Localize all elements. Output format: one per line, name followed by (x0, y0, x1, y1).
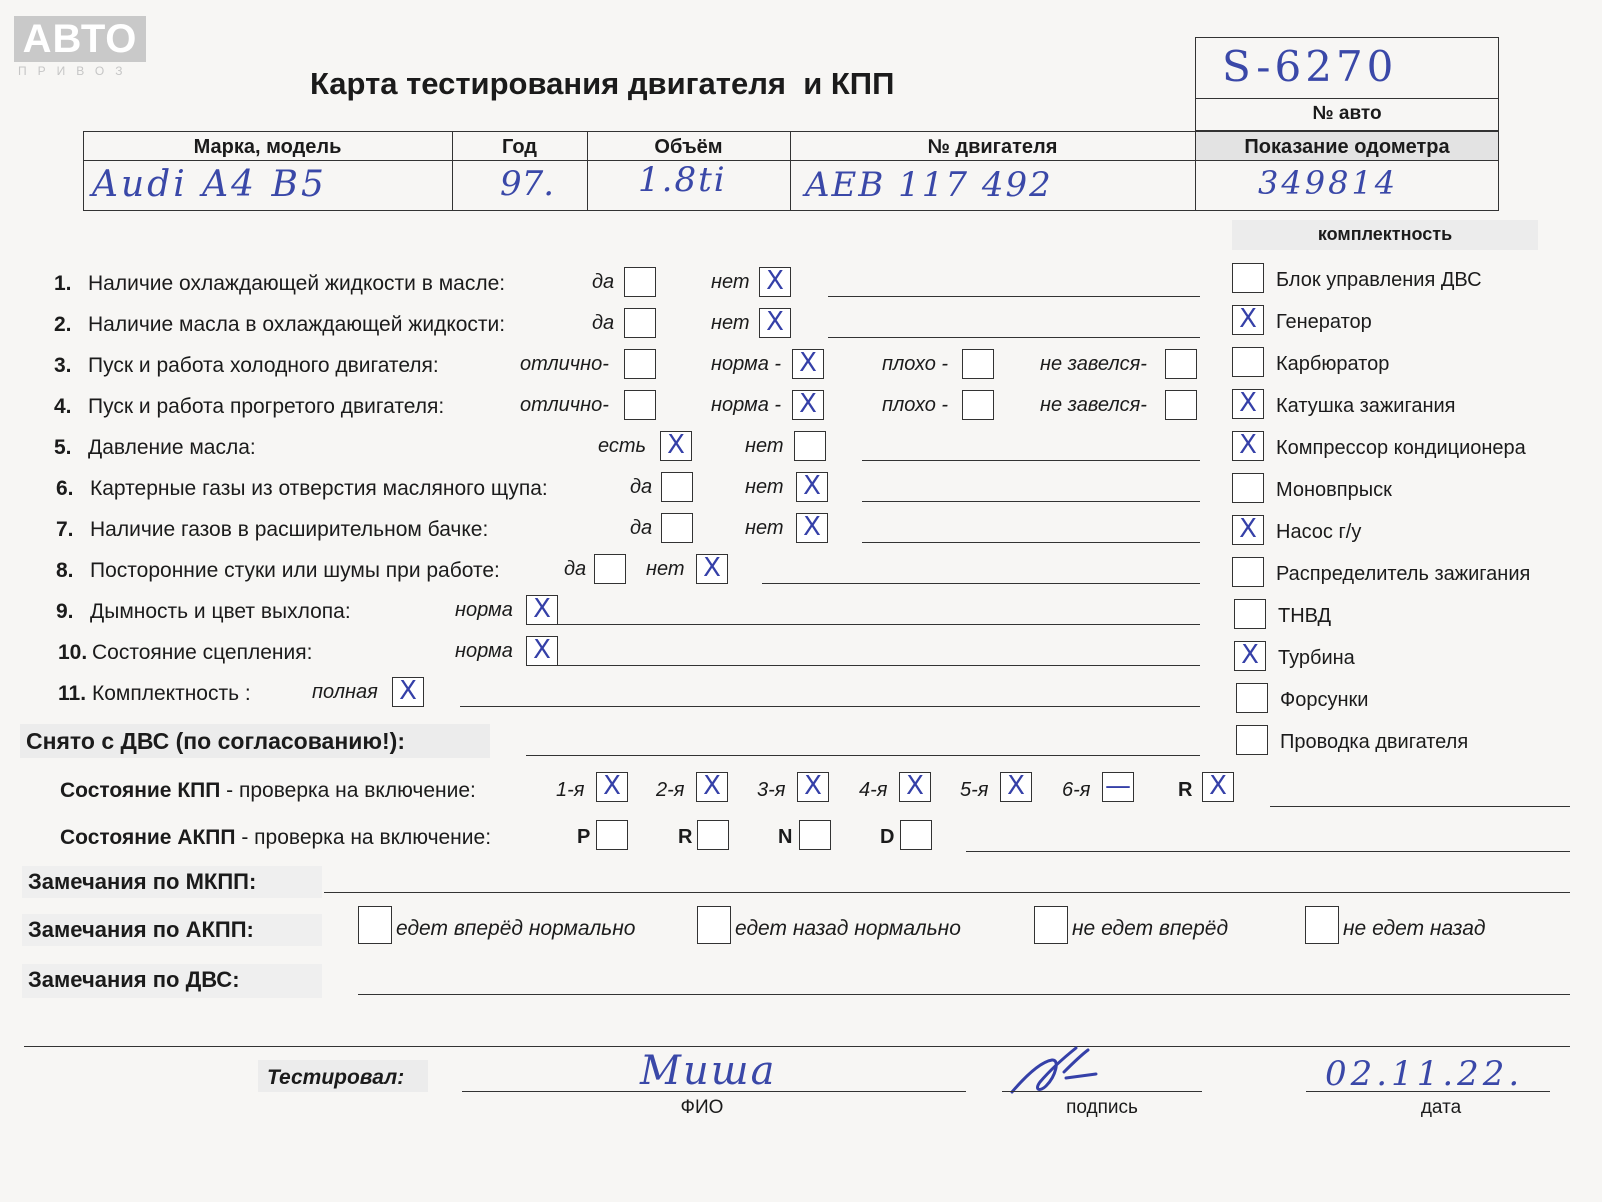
akpp-mode-label: R (678, 826, 693, 848)
checkbox-checked[interactable]: X (526, 636, 558, 666)
akpp-remark-label: едет назад нормально (735, 917, 961, 940)
value-engine: AEB 117 492 (805, 165, 1053, 205)
kit-item-label: Генератор (1276, 311, 1372, 333)
removed-label: Снято с ДВС (по согласованию!): (26, 728, 405, 754)
akpp-remark-checkbox[interactable] (1034, 906, 1068, 944)
checkbox[interactable] (1165, 390, 1197, 420)
gear-checkbox[interactable]: — (1102, 772, 1134, 802)
option-label: есть (598, 435, 647, 457)
option-label: полная (312, 681, 378, 703)
test-date: 02.11.22. (1325, 1054, 1524, 1094)
kit-checkbox[interactable] (1232, 473, 1264, 503)
answer-line (558, 665, 1200, 666)
question-label: Пуск и работа холодного двигателя: (88, 354, 439, 377)
option-label: норма - (711, 353, 782, 375)
answer-line (862, 501, 1200, 502)
checkbox-checked[interactable]: X (696, 554, 728, 584)
checkbox-checked[interactable]: X (792, 349, 824, 379)
kpp-label (60, 779, 476, 803)
question-label: Комплектность : (92, 682, 251, 705)
gear-label: 2-я (656, 779, 685, 801)
gear-checkbox[interactable]: X (899, 772, 931, 802)
option-label: нет (745, 517, 784, 539)
answer-line (460, 706, 1200, 707)
akpp-label-bold: Состояние АКПП (60, 826, 236, 849)
signature-caption: подпись (1066, 1097, 1138, 1118)
gear-label: 1-я (556, 779, 585, 801)
tester-name: Миша (640, 1048, 777, 1094)
question-number: 2. (54, 313, 72, 336)
akpp-remark-checkbox[interactable] (697, 906, 731, 944)
checkbox-checked[interactable]: X (796, 472, 828, 502)
question-number: 4. (54, 395, 72, 418)
kit-checkbox[interactable] (1232, 347, 1264, 377)
option-label: да (564, 558, 587, 580)
kit-item-label: Катушка зажигания (1276, 395, 1456, 417)
kit-checkbox-checked[interactable]: X (1234, 641, 1266, 671)
question-label: Наличие масла в охлаждающей жидкости: (88, 313, 506, 336)
logo (14, 16, 154, 82)
answer-line (358, 994, 1570, 995)
checkbox[interactable] (962, 349, 994, 379)
question-number: 8. (56, 559, 74, 582)
remarks-akpp-label: Замечания по АКПП: (28, 917, 254, 942)
gear-label: 3-я (757, 779, 786, 801)
option-label: плохо - (882, 394, 949, 416)
option-label: не завелся- (1040, 394, 1147, 416)
option-label: отлично- (520, 394, 609, 416)
option-label: нет (745, 476, 784, 498)
kit-checkbox-checked[interactable]: X (1232, 431, 1264, 461)
akpp-checkbox[interactable] (799, 820, 831, 850)
date-caption: дата (1420, 1097, 1462, 1118)
kpp-label-bold: Состояние КПП (60, 779, 221, 802)
answer-line (966, 851, 1570, 852)
checkbox-checked[interactable]: X (392, 677, 424, 707)
kit-checkbox-checked[interactable]: X (1232, 389, 1264, 419)
answer-line (24, 1046, 1570, 1047)
akpp-remark-label: не едет вперёд (1072, 917, 1229, 940)
checkbox[interactable] (794, 431, 826, 461)
akpp-mode-label: D (880, 826, 895, 848)
gear-label: 5-я (960, 779, 989, 801)
question-number: 9. (56, 600, 74, 623)
checkbox[interactable] (962, 390, 994, 420)
gear-checkbox[interactable]: X (797, 772, 829, 802)
checkbox-checked[interactable]: X (792, 390, 824, 420)
akpp-label (60, 826, 491, 850)
kit-item-label: Проводка двигателя (1280, 731, 1469, 753)
option-label: да (592, 271, 615, 293)
question-label: Картерные газы из отверстия масляного щупа: (90, 477, 548, 500)
kit-checkbox[interactable] (1236, 683, 1268, 713)
gear-checkbox[interactable]: X (1202, 772, 1234, 802)
header-col-volume: Объём (654, 136, 723, 158)
kit-checkbox[interactable] (1232, 557, 1264, 587)
kit-item-label: Насос г/у (1276, 521, 1362, 543)
option-label: плохо - (882, 353, 949, 375)
checkbox[interactable] (624, 267, 656, 297)
answer-line (1270, 806, 1570, 807)
question-label: Давление масла: (88, 436, 256, 459)
question-label: Дымность и цвет выхлопа: (90, 600, 351, 623)
kit-checkbox[interactable] (1234, 599, 1266, 629)
kit-item-label: Распределитель зажигания (1276, 563, 1531, 585)
divider (1195, 98, 1499, 99)
gear-checkbox[interactable]: X (1000, 772, 1032, 802)
option-label: нет (711, 271, 750, 293)
question-number: 3. (54, 354, 72, 377)
akpp-checkbox[interactable] (697, 820, 729, 850)
value-odometer: 349814 (1258, 164, 1399, 202)
kit-checkbox-checked[interactable]: X (1232, 515, 1264, 545)
value-volume: 1.8ti (638, 160, 727, 200)
answer-line (828, 296, 1200, 297)
option-label: да (592, 312, 615, 334)
answer-line (558, 624, 1200, 625)
kpp-label-rest: - проверка на включение: (220, 779, 476, 802)
answer-line (828, 337, 1200, 338)
option-label: нет (711, 312, 750, 334)
answer-line (862, 542, 1200, 543)
kit-checkbox[interactable] (1236, 725, 1268, 755)
checkbox[interactable] (594, 554, 626, 584)
checkbox[interactable] (1165, 349, 1197, 379)
question-number: 11. (58, 682, 87, 705)
gear-label: 4-я (859, 779, 888, 801)
header-col-year: Год (502, 136, 537, 158)
value-model: Audi A4 B5 (92, 164, 327, 205)
gear-label: R (1178, 779, 1193, 801)
logo-subtitle: ПРИВОЗ (18, 64, 134, 78)
answer-line (862, 460, 1200, 461)
header-col-engine: № двигателя (927, 136, 1058, 158)
kit-item-label: Компрессор кондиционера (1276, 437, 1526, 459)
kit-item-label: Блок управления ДВС (1276, 269, 1482, 291)
gear-checkbox[interactable]: X (596, 772, 628, 802)
kit-checkbox-checked[interactable]: X (1232, 305, 1264, 335)
akpp-remark-label: не едет назад (1343, 917, 1486, 940)
question-label: Посторонние стуки или шумы при работе: (90, 559, 500, 582)
option-label: да (630, 517, 653, 539)
remarks-mkpp-label: Замечания по МКПП: (28, 869, 257, 894)
logo-brand: АВТО (14, 16, 146, 62)
answer-line (324, 892, 1570, 893)
option-label: норма - (711, 394, 782, 416)
checkbox-checked[interactable]: X (759, 267, 791, 297)
gear-checkbox[interactable]: X (696, 772, 728, 802)
option-label: отлично- (520, 353, 609, 375)
kit-item-label: ТНВД (1278, 605, 1332, 627)
option-label: нет (646, 558, 685, 580)
question-label: Состояние сцепления: (92, 641, 313, 664)
akpp-mode-label: P (577, 826, 591, 848)
checkbox-checked[interactable]: X (660, 431, 692, 461)
option-label: не завелся- (1040, 353, 1147, 375)
question-label: Пуск и работа прогретого двигателя: (88, 395, 445, 418)
signature-line (1002, 1091, 1202, 1092)
option-label: да (630, 476, 653, 498)
auto-number-value: S-6270 (1222, 42, 1398, 91)
checkbox[interactable] (624, 308, 656, 338)
kit-title: комплектность (1317, 224, 1453, 244)
gear-label: 6-я (1062, 779, 1091, 801)
kit-item-label: Турбина (1278, 647, 1355, 669)
akpp-mode-label: N (778, 826, 793, 848)
page-title: Карта тестирования двигателя и КПП (310, 66, 895, 101)
akpp-remark-label: едет вперёд нормально (396, 917, 636, 940)
checkbox[interactable] (661, 513, 693, 543)
kit-item-label: Моновпрыск (1276, 479, 1392, 501)
option-label: нет (745, 435, 784, 457)
akpp-checkbox[interactable] (596, 820, 628, 850)
checkbox-checked[interactable]: X (759, 308, 791, 338)
checkbox-checked[interactable]: X (796, 513, 828, 543)
akpp-remark-checkbox[interactable] (1305, 906, 1339, 944)
signature-line (462, 1091, 966, 1092)
question-number: 1. (54, 272, 72, 295)
remarks-dvs-label: Замечания по ДВС: (28, 967, 240, 992)
akpp-checkbox[interactable] (900, 820, 932, 850)
header-col-model: Марка, модель (193, 136, 342, 158)
question-number: 5. (54, 436, 72, 459)
signature-line (1306, 1091, 1550, 1092)
question-label: Наличие охлаждающей жидкости в масле: (88, 272, 506, 295)
akpp-remark-checkbox[interactable] (358, 906, 392, 944)
question-number: 10. (58, 641, 88, 664)
checkbox[interactable] (661, 472, 693, 502)
checkbox[interactable] (624, 349, 656, 379)
answer-line (762, 583, 1200, 584)
kit-checkbox[interactable] (1232, 263, 1264, 293)
checkbox[interactable] (624, 390, 656, 420)
checkbox-checked[interactable]: X (526, 595, 558, 625)
name-caption: ФИО (680, 1097, 724, 1118)
question-number: 7. (56, 518, 74, 541)
option-label: норма (455, 640, 513, 662)
question-label: Наличие газов в расширительном бачке: (90, 518, 489, 541)
header-col-odometer: Показание одометра (1244, 136, 1450, 158)
auto-number-label: № авто (1312, 103, 1382, 124)
value-year: 97. (500, 164, 555, 204)
question-number: 6. (56, 477, 74, 500)
answer-line (526, 755, 1200, 756)
kit-item-label: Карбюратор (1276, 353, 1390, 375)
option-label: норма (455, 599, 513, 621)
tested-label: Тестировал: (267, 1066, 405, 1089)
akpp-label-rest: - проверка на включение: (235, 826, 492, 849)
kit-item-label: Форсунки (1280, 689, 1369, 711)
